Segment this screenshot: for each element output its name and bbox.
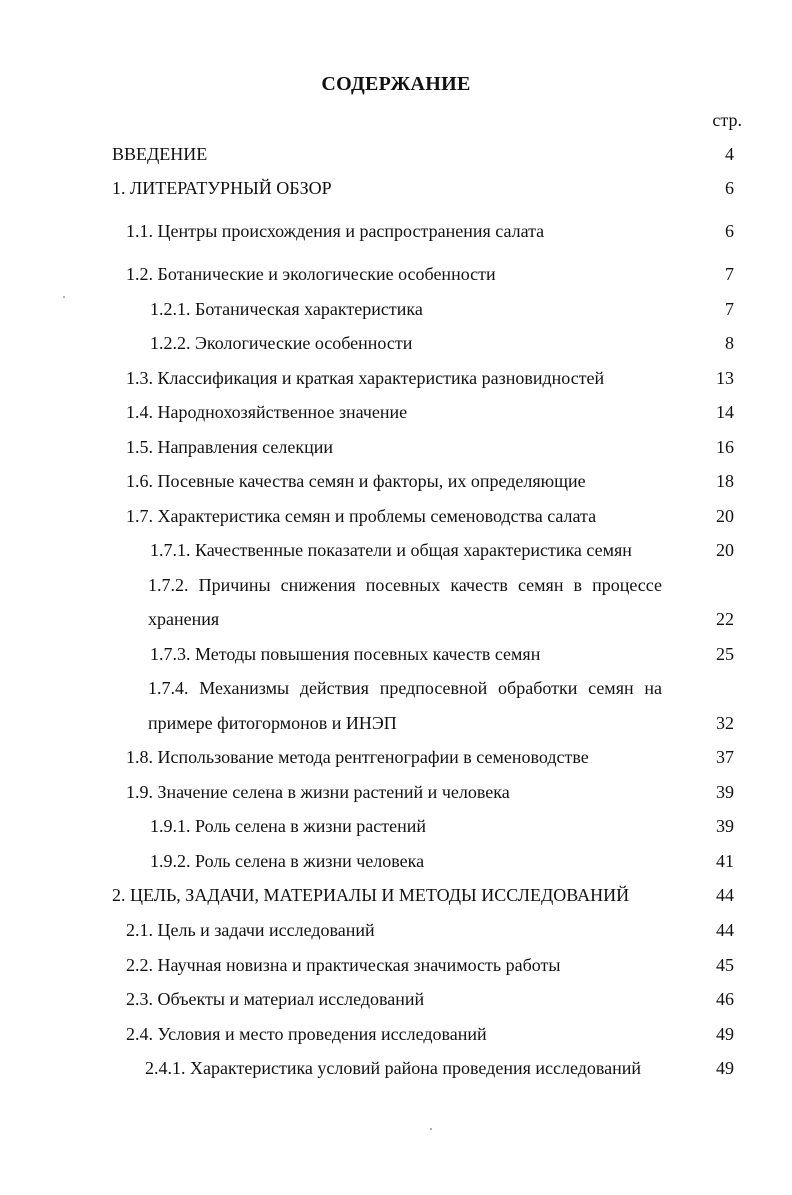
toc-entry-page: 7 — [725, 264, 734, 284]
toc-entry-text: 1.2.2. Экологические особенности — [150, 333, 413, 353]
toc-entry — [0, 848, 792, 874]
page-column-label: стр. — [712, 110, 742, 130]
toc-entry-text: 1.7. Характеристика семян и проблемы семеноводства салата — [126, 506, 597, 526]
toc-entry-page: 32 — [716, 713, 734, 733]
toc-entry-page: 4 — [725, 144, 734, 164]
toc-entry — [0, 218, 792, 244]
toc-entry-text: 1.2. Ботанические и экологические особенности — [126, 264, 496, 284]
toc-entry-page: 18 — [716, 471, 734, 491]
toc-entry-page: 37 — [716, 747, 734, 767]
toc-entry — [0, 468, 792, 494]
toc-entry-page: 22 — [716, 609, 734, 629]
toc-entry-page: 20 — [716, 540, 734, 560]
toc-entry — [0, 1021, 792, 1047]
toc-entry — [0, 744, 792, 770]
toc-entry — [0, 675, 792, 701]
toc-entry — [0, 710, 792, 736]
toc-entry — [0, 572, 792, 598]
toc-entry-text: ВВЕДЕНИЕ — [112, 144, 208, 164]
toc-entry — [0, 261, 792, 287]
toc-entry — [0, 1055, 792, 1081]
toc-entry-text: 1.1. Центры происхождения и распространения салата — [126, 221, 545, 241]
toc-entry-text: 2.3. Объекты и материал исследований — [126, 989, 425, 1009]
toc-entry-text: 2.2. Научная новизна и практическая значимость работы — [126, 955, 561, 975]
toc-entry-text: 1.6. Посевные качества семян и факторы, их определяющие — [126, 471, 586, 491]
toc-entry-text: примере фитогормонов и ИНЭП — [148, 713, 397, 733]
toc-entry-text: 1.9.1. Роль селена в жизни растений — [150, 816, 426, 836]
toc-entry-text: 2.4.1. Характеристика условий района проведения исследований — [145, 1058, 642, 1078]
toc-entry-text: 2. ЦЕЛЬ, ЗАДАЧИ, МАТЕРИАЛЫ И МЕТОДЫ ИССЛЕДОВАНИЙ — [112, 885, 630, 905]
toc-entry-page: 41 — [716, 851, 734, 871]
toc-entry — [0, 175, 792, 201]
toc-entry-page: 44 — [716, 885, 734, 905]
toc-entry-page: 6 — [725, 221, 734, 241]
toc-entry — [0, 537, 792, 563]
toc-entry — [0, 330, 792, 356]
toc-entry-text: 1.9. Значение селена в жизни растений и человека — [126, 782, 510, 802]
toc-entry-text: 1.7.1. Качественные показатели и общая характеристика семян — [150, 540, 632, 560]
toc-entry-text: хранения — [148, 609, 220, 629]
toc-entry-text: 1.7.2. Причины снижения посевных качеств семян в процессе — [148, 575, 662, 595]
toc-entry — [0, 813, 792, 839]
toc-entry — [0, 141, 792, 167]
toc-entry — [0, 365, 792, 391]
toc-entry — [0, 952, 792, 978]
toc-entry-text: 2.1. Цель и задачи исследований — [126, 920, 375, 940]
toc-entry-page: 45 — [716, 955, 734, 975]
toc-entry-page: 39 — [716, 782, 734, 802]
toc-entry-page: 44 — [716, 920, 734, 940]
toc-entry-page: 49 — [716, 1024, 734, 1044]
toc-entry-text: 1.7.4. Механизмы действия предпосевной обработки семян на — [148, 678, 662, 698]
toc-entry-text: 1.2.1. Ботаническая характеристика — [150, 299, 423, 319]
toc-entry — [0, 296, 792, 322]
toc-entry-text: 1.9.2. Роль селена в жизни человека — [150, 851, 425, 871]
scan-speck — [63, 296, 65, 298]
toc-entry-page: 13 — [716, 368, 734, 388]
toc-entry — [0, 917, 792, 943]
toc-entry-page: 49 — [716, 1058, 734, 1078]
toc-entry-text: 2.4. Условия и место проведения исследований — [126, 1024, 487, 1044]
toc-entry-page: 39 — [716, 816, 734, 836]
page-title: СОДЕРЖАНИЕ — [321, 73, 471, 95]
toc-entry — [0, 606, 792, 632]
toc-entry-page: 6 — [725, 178, 734, 198]
toc-entry-page: 25 — [716, 644, 734, 664]
toc-entry-text: 1.4. Народнохозяйственное значение — [126, 402, 408, 422]
toc-entry — [0, 503, 792, 529]
toc-entry-page: 14 — [716, 402, 734, 422]
toc-entry-text: 1.3. Классификация и краткая характеристика разновидностей — [126, 368, 605, 388]
toc-entry-page: 46 — [716, 989, 734, 1009]
toc-entry-page: 8 — [725, 333, 734, 353]
toc-entry — [0, 882, 792, 908]
scan-speck — [430, 1128, 432, 1130]
toc-entry-page: 20 — [716, 506, 734, 526]
toc-entry — [0, 399, 792, 425]
toc-entry — [0, 779, 792, 805]
toc-entry-page: 7 — [725, 299, 734, 319]
toc-entry — [0, 986, 792, 1012]
toc-entry — [0, 434, 792, 460]
toc-entry-text: 1.7.3. Методы повышения посевных качеств семян — [150, 644, 541, 664]
toc-entry-page: 16 — [716, 437, 734, 457]
toc-entry — [0, 641, 792, 667]
toc-entry-text: 1.8. Использование метода рентгенографии в семеноводстве — [126, 747, 589, 767]
toc-entry-text: 1. ЛИТЕРАТУРНЫЙ ОБЗОР — [112, 178, 332, 198]
toc-entry-text: 1.5. Направления селекции — [126, 437, 333, 457]
